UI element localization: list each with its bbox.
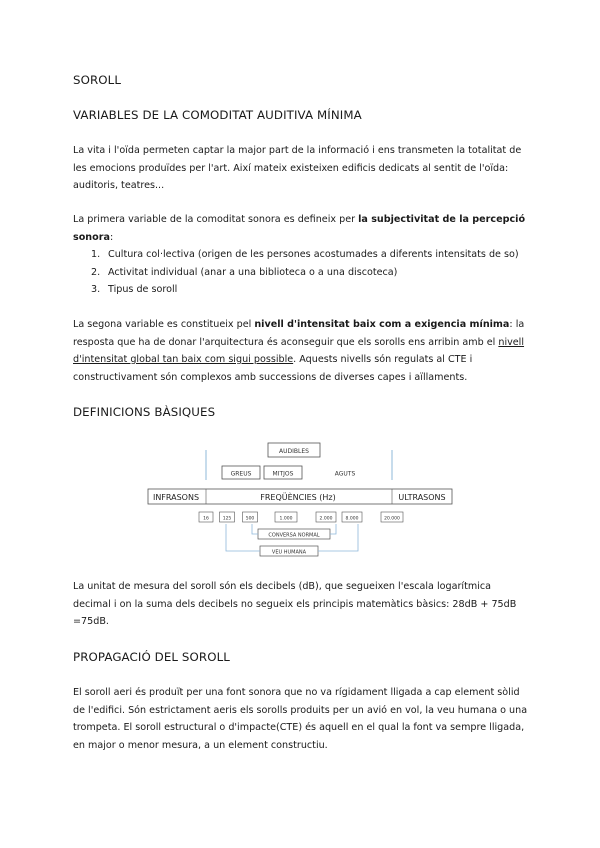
infrasons-label: INFRASONS: [152, 493, 200, 502]
tick-label: 8.000: [345, 516, 359, 522]
list-item-text: Tipus de soroll: [108, 284, 178, 295]
ultrasons-label: ULTRASONS: [398, 493, 446, 502]
paragraph-first-variable-colon: :: [109, 231, 114, 243]
paragraph-second-variable: [73, 316, 528, 386]
variables-list: [73, 246, 528, 299]
conversa-connector-left: [252, 524, 258, 534]
veu-connector-left: [226, 524, 260, 551]
conversa-connector-right: [330, 524, 336, 534]
list-item-number: 3.: [91, 284, 101, 295]
paragraph-propagation: El soroll aeri és produït per una font sonora que no va rígidament lligada a cap element sòlid de l'edifici. Són estrictament aeris els sorolls produits per un avió en vol, la veu humana o una trompeta. El soroll estructural o d'impacte(CTE) és aquell en el qual la font va sempre lligada, en major o menor mesura, a un element constructiu.: [73, 687, 528, 751]
list-item-number: 1.: [91, 249, 101, 260]
frequency-diagram: [140, 436, 460, 562]
mitjos-label: MITJOS: [272, 470, 294, 478]
paragraph-second-variable-text-a: La segona variable es constitueix pel: [73, 319, 255, 330]
audibles-label: AUDIBLES: [279, 448, 309, 455]
tick-label: 2.000: [319, 516, 333, 522]
greus-label: GREUS: [230, 470, 252, 478]
tick-group: [199, 512, 403, 522]
frequencies-label: FREQÜÈNCIES (Hz): [260, 493, 336, 502]
paragraph-second-variable-text-c: . Aquests nivells són regulats al CTE i constructivament són complexos amb successions de diverses capes i aïllaments.: [73, 354, 473, 383]
tick-label: 16: [203, 516, 209, 522]
tick-label: 1.000: [279, 516, 293, 522]
paragraph-first-variable: [73, 211, 528, 246]
paragraph-first-variable-text: La primera variable de la comoditat sonora es defineix per: [73, 214, 359, 225]
paragraph-second-variable-bold: nivell d'intensitat baix com a exigencia mínima: [254, 319, 510, 330]
list-item: [73, 246, 528, 264]
tick-label: 500: [245, 516, 255, 522]
list-item: [73, 281, 528, 299]
tick-label: 20.000: [384, 516, 400, 522]
section-heading-propagation: PROPAGACIÓ DEL SOROLL: [73, 650, 230, 664]
list-item: [73, 264, 528, 282]
aguts-label: AGUTS: [334, 470, 356, 478]
paragraph-second-variable-text-b: : la resposta que ha de donar l'arquitectura és aconseguir que els sorolls ens arribin amb el: [73, 319, 525, 348]
tick-label: 125: [222, 516, 232, 522]
paragraph-second-variable-underline: nivell d'intensitat global tan baix com sigui possible: [73, 336, 525, 365]
paragraph-first-variable-bold: la subjectivitat de la percepció sonora: [73, 214, 526, 243]
section-heading-definitions: DEFINICIONS BÀSIQUES: [73, 405, 216, 419]
section-heading-variables: VARIABLES DE LA COMODITAT AUDITIVA MÍNIMA: [73, 108, 362, 122]
list-item-text: Cultura col·lectiva (origen de les persones acostumades a diferents intensitats de so): [108, 249, 519, 260]
conversa-label: CONVERSA NORMAL: [268, 532, 320, 539]
list-item-text: Activitat individual (anar a una biblioteca o a una discoteca): [108, 266, 398, 278]
paragraph-intro: La vita i l'oïda permeten captar la major part de la informació i ens transmeten la totalitat de les emocions produïdes per l'art. Així mateix existeixen edificis dedicats al sentit de l'oïda: auditoris, teatres...: [73, 145, 522, 191]
paragraph-decibels: La unitat de mesura del soroll són els decibels (dB), que segueixen l'escala logarítmica decimal i on la suma dels decibels no segueix els principis matemàtics bàsics: 28dB + 75dB =75dB.: [73, 581, 517, 627]
veu-label: VEU HUMANA: [271, 549, 307, 556]
document-title: SOROLL: [73, 73, 122, 87]
list-item-number: 2.: [91, 266, 101, 278]
